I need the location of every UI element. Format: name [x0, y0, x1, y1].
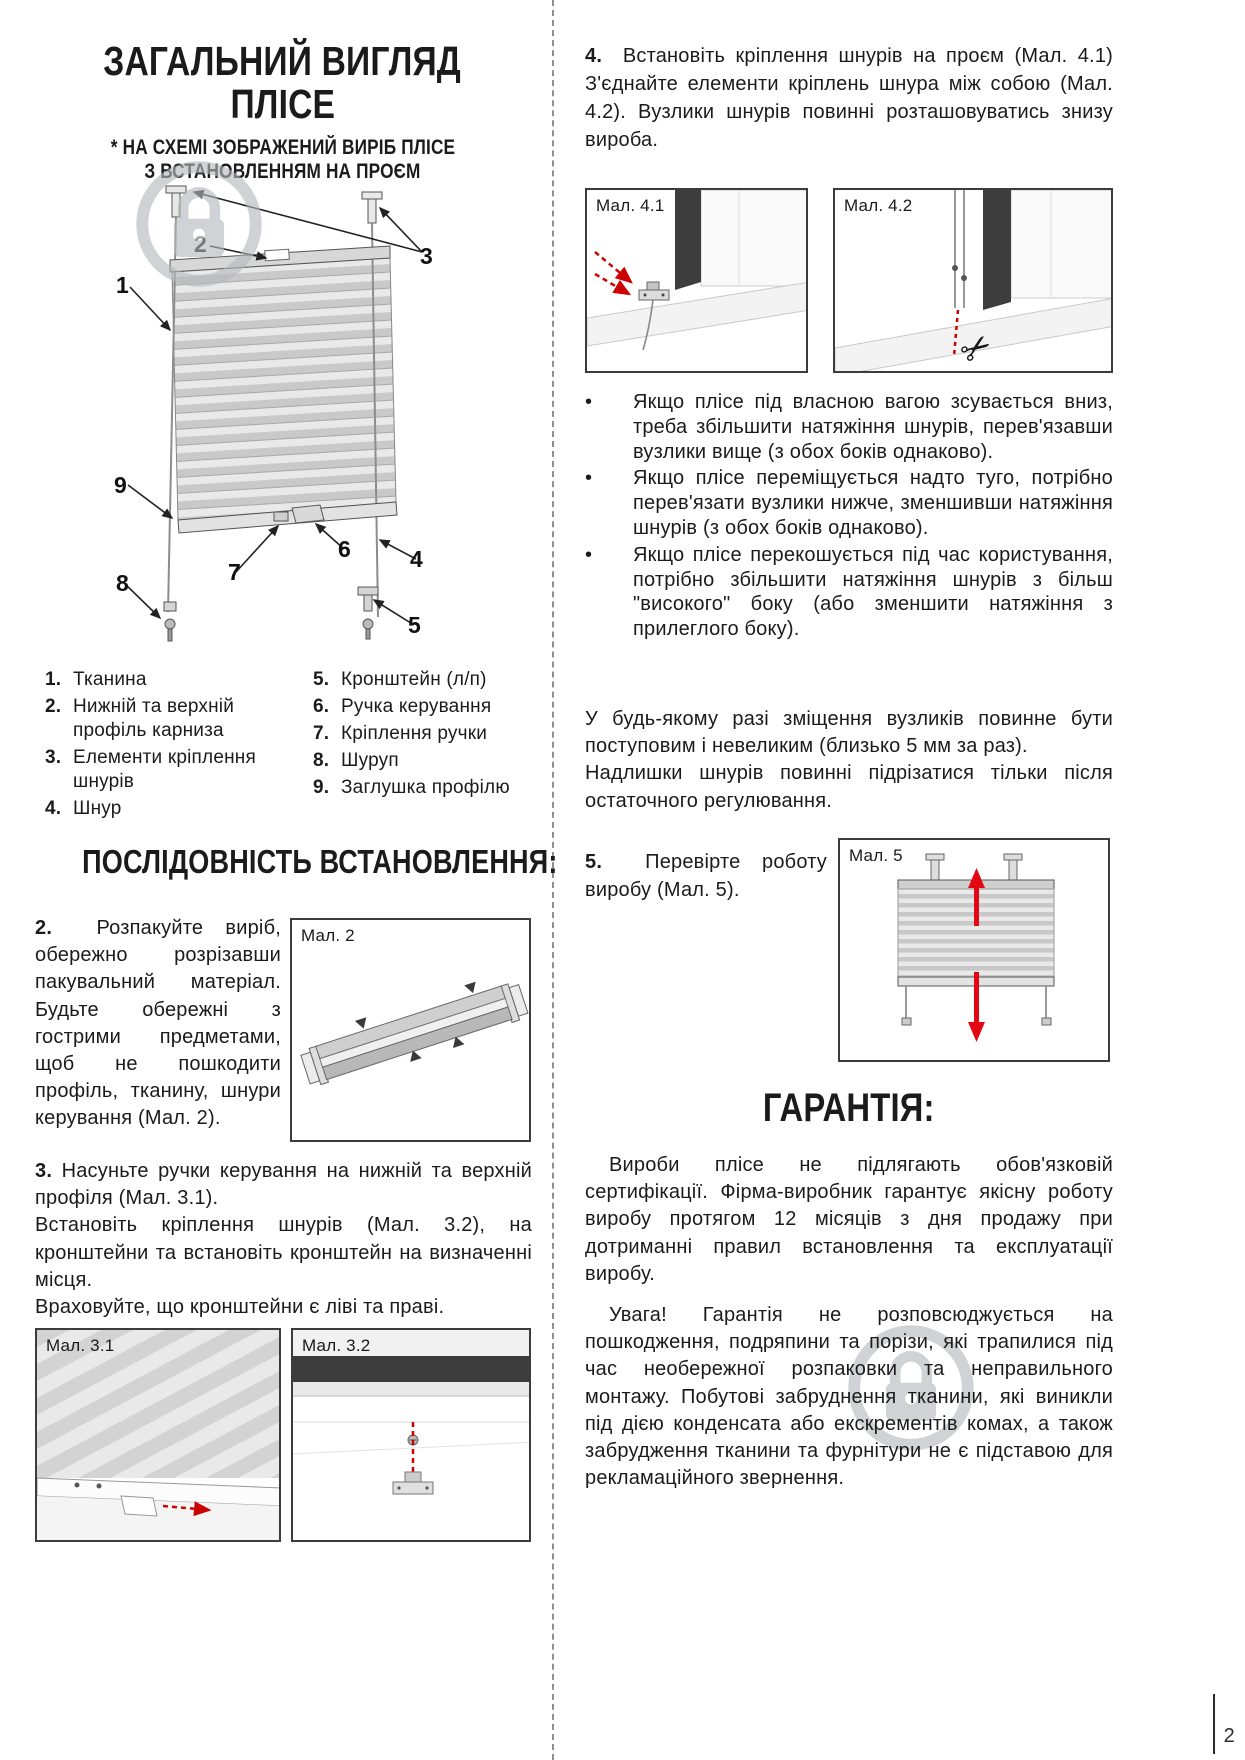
- legend-item: 6. Ручка керування: [313, 695, 492, 717]
- figure-3-2: [291, 1328, 531, 1542]
- callout-1: 1: [116, 272, 129, 298]
- note-1: У будь-якому разі зміщення вузликів повинне бути поступовим і невеликим (близько 5 мм за раз).: [585, 708, 1113, 758]
- bullet-icon: •: [585, 391, 593, 413]
- footer-rule: [1213, 1694, 1215, 1754]
- blind-overview-diagram: [60, 172, 530, 662]
- list-item: • Якщо плісе переміщується надто туго, потрібно перев'язати вузлики нижче, зменшивши натяжіння шнурів (з обох боків однаково).: [585, 467, 1113, 539]
- legend-item: 4. Шнур: [45, 797, 122, 819]
- page-title: [30, 40, 535, 126]
- parts-legend: [45, 668, 537, 824]
- figure-4-1-label: Мал. 4.1: [596, 196, 665, 215]
- bottom-right-hardware: [358, 587, 378, 639]
- bottom-left-hardware: [164, 602, 176, 641]
- page-number: 2: [1223, 1725, 1235, 1747]
- step-4-text: 4. Встановіть кріплення шнурів на проєм (Мал. 4.1) З'єднайте елементи кріплень шнура між собою (Мал. 4.2). Вузлики шнурів повинні розташовуватись знизу вироба.: [585, 45, 1114, 151]
- figure-4-2-label: Мал. 4.2: [844, 196, 913, 215]
- step-2-text: 2. Розпакуйте виріб, обережно розрізавши пакувальний матеріал. Будьте обережні з гострими предметами, щоб не пошкодити профіль, тканину, шнури керування (Мал. 2).: [35, 917, 281, 1130]
- title-line-2: ПЛІСЕ: [230, 81, 335, 128]
- callout-3: 3: [420, 243, 433, 269]
- scissors-icon: ✂: [951, 322, 1001, 374]
- legend-item: 1. Тканина: [45, 669, 147, 690]
- page-subtitle: * НА СХЕМІ ЗОБРАЖЕНИЙ ВИРІБ ПЛІСЕ З ВСТАНОВЛЕННЯМ НА ПРОЄМ: [110, 136, 455, 184]
- bullet-icon: •: [585, 467, 593, 490]
- legend-item: 8. Шуруп: [313, 749, 399, 771]
- legend-item: 7. Кріплення ручки: [313, 722, 488, 744]
- store-logo-watermark: [133, 158, 265, 290]
- callout-7: 7: [228, 559, 241, 585]
- callout-8: 8: [116, 570, 129, 596]
- note-2: Надлишки шнурів повинні підрізатися тільки після остаточного регулювання.: [585, 762, 1113, 812]
- fig-4-1-illustration: [587, 190, 808, 373]
- legend-item: 2. Нижній та верхній профіль карниза: [45, 695, 235, 741]
- figure-4-1: [585, 188, 808, 373]
- callout-6: 6: [338, 536, 351, 562]
- fig-5-illustration: [840, 840, 1110, 1062]
- callout-5: 5: [408, 612, 421, 638]
- legend-item: 3. Елементи кріплення шнурів: [45, 746, 256, 792]
- section-title-installation: ПОСЛІДОВНІСТЬ ВСТАНОВЛЕННЯ:: [82, 843, 558, 880]
- figure-2: [290, 918, 531, 1142]
- list-item: • Якщо плісе під власною вагою зсувається вниз, треба збільшити натяжіння шнурів, перев'язавши вузлики вище (з обох боків однаково).: [585, 391, 1113, 463]
- control-handle: [292, 505, 324, 523]
- list-item: • Якщо плісе перекошується під час користування, потрібно збільшити натяжіння шнурів з більш "високого" боку (або зменшити натяжіння з прилеглого боку).: [585, 543, 1113, 641]
- figure-3-1-label: Мал. 3.1: [46, 1336, 115, 1355]
- adjustment-bullet-list: [585, 390, 1113, 644]
- bullet-icon: •: [585, 543, 593, 566]
- fig-3-2-illustration: [293, 1330, 531, 1542]
- step-5-text: 5. Перевірте роботу виробу (Мал. 5).: [585, 851, 827, 901]
- figure-2-label: Мал. 2: [301, 926, 355, 945]
- figure-5-label: Мал. 5: [849, 846, 903, 865]
- warranty-paragraph-2: Увага! Гарантія не розповсюджується на пошкодження, подряпини та порізи, які трапилися під час необережної розпаковки та неправильного монтажу. Побутові забруднення тканини, які виникли під дією конденсата або екскрементів комах, а також забрудження тканини та фурнітури не є підставою для рекламаційного звернення.: [585, 1304, 1113, 1490]
- pleated-fabric: [172, 258, 396, 520]
- callout-4: 4: [410, 546, 423, 572]
- figure-3-1: [35, 1328, 281, 1542]
- legend-item: 5. Кронштейн (л/п): [313, 669, 487, 690]
- fig-2-illustration: [292, 920, 531, 1142]
- adjustment-notes: [585, 706, 1113, 815]
- fig-3-1-illustration: [37, 1330, 281, 1542]
- callout-9: 9: [114, 472, 127, 498]
- figure-3-2-label: Мал. 3.2: [302, 1336, 371, 1355]
- figure-4-2: [833, 188, 1113, 373]
- warranty-paragraph-1: Вироби плісе не підлягають обов'язковій сертифікації. Фірма-виробник гарантує якісну роботу виробу протягом 12 місяців з дня продажу при дотриманні правил встановлення та експлуатації виробу.: [585, 1154, 1113, 1285]
- warranty-title: ГАРАНТІЯ:: [763, 1086, 935, 1130]
- legend-item: 9. Заглушка профілю: [313, 776, 510, 798]
- fig-4-2-illustration: [835, 190, 1113, 373]
- step-3-text: 3. Насуньте ручки керування на нижній та верхній профіля (Мал. 3.1). Встановіть кріплення шнурів (Мал. 3.2), на кронштейни та встановіть кронштейн на визначенні місця. Враховуйте, що кронштейни є ліві та праві.: [35, 1160, 532, 1318]
- figure-5: [838, 838, 1110, 1062]
- title-line-1: ЗАГАЛЬНИЙ ВИГЛЯД: [103, 38, 462, 84]
